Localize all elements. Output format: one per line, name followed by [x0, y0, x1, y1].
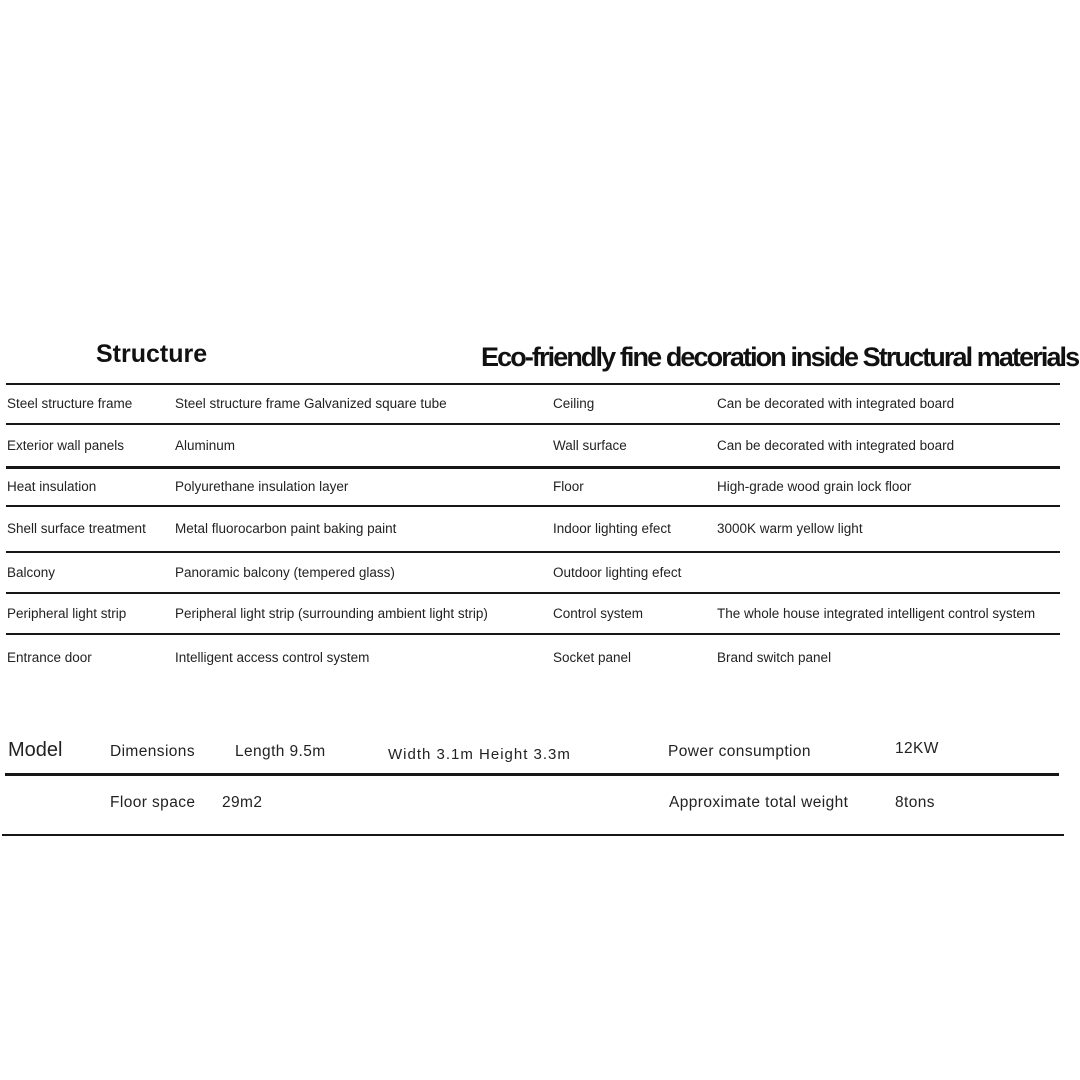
spec-label-right: Socket panel: [553, 649, 632, 665]
model-title: Model: [8, 739, 63, 761]
table-row: [6, 423, 1060, 466]
width-height-value: Width 3.1m Height 3.3m: [388, 746, 571, 763]
spec-label-right: Wall surface: [553, 437, 627, 453]
spec-label-right: Ceiling: [553, 396, 595, 411]
table-row: [6, 551, 1060, 592]
spec-label-right: Outdoor lighting efect: [553, 564, 682, 580]
spec-value-right: High-grade wood grain lock floor: [717, 479, 912, 494]
divider-line: [5, 773, 1059, 776]
spec-table: [6, 383, 1060, 680]
spec-value-right: Can be decorated with integrated board: [717, 437, 955, 453]
spec-value-left: Peripheral light strip (surrounding ambient light strip): [175, 605, 488, 621]
spec-value-left: Panoramic balcony (tempered glass): [175, 564, 395, 580]
table-row: [6, 592, 1060, 633]
spec-value-right: The whole house integrated intelligent control system: [717, 605, 1036, 621]
table-row: [6, 633, 1060, 680]
spec-label-right: Control system: [553, 605, 644, 621]
spec-label-left: Entrance door: [7, 649, 92, 665]
power-consumption-value: 12KW: [895, 740, 939, 757]
spec-label-right: Indoor lighting efect: [553, 521, 671, 536]
spec-label-left: Heat insulation: [7, 479, 97, 494]
floor-space-label: Floor space: [110, 794, 196, 811]
length-value: Length 9.5m: [235, 743, 326, 760]
table-row: [6, 505, 1060, 551]
spec-label-left: Shell surface treatment: [7, 521, 146, 536]
table-row: [6, 383, 1060, 423]
spec-value-left: Metal fluorocarbon paint baking paint: [175, 521, 397, 536]
spec-value-right: Brand switch panel: [717, 649, 832, 665]
spec-label-left: Steel structure frame: [7, 396, 133, 411]
spec-value-right: Can be decorated with integrated board: [717, 396, 955, 411]
power-consumption-label: Power consumption: [668, 743, 811, 760]
section-title-structure: Structure: [96, 340, 208, 368]
spec-label-left: Balcony: [7, 564, 56, 580]
table-row: [6, 466, 1060, 505]
spec-label-left: Peripheral light strip: [7, 605, 127, 621]
divider-line: [2, 834, 1064, 836]
floor-space-value: 29m2: [222, 794, 263, 811]
spec-label-left: Exterior wall panels: [7, 437, 125, 453]
section-title-interior-materials: Eco-friendly fine decoration inside Structural materials: [481, 342, 1079, 372]
spec-value-left: Polyurethane insulation layer: [175, 479, 349, 494]
dimensions-label: Dimensions: [110, 743, 195, 760]
spec-label-right: Floor: [553, 479, 584, 494]
spec-value-left: Aluminum: [175, 437, 236, 453]
spec-value-left: Intelligent access control system: [175, 649, 370, 665]
total-weight-label: Approximate total weight: [669, 794, 849, 811]
spec-value-right: 3000K warm yellow light: [717, 521, 863, 536]
spec-value-right: [711, 553, 1060, 592]
spec-value-left: Steel structure frame Galvanized square tube: [175, 396, 447, 411]
total-weight-value: 8tons: [895, 794, 935, 811]
